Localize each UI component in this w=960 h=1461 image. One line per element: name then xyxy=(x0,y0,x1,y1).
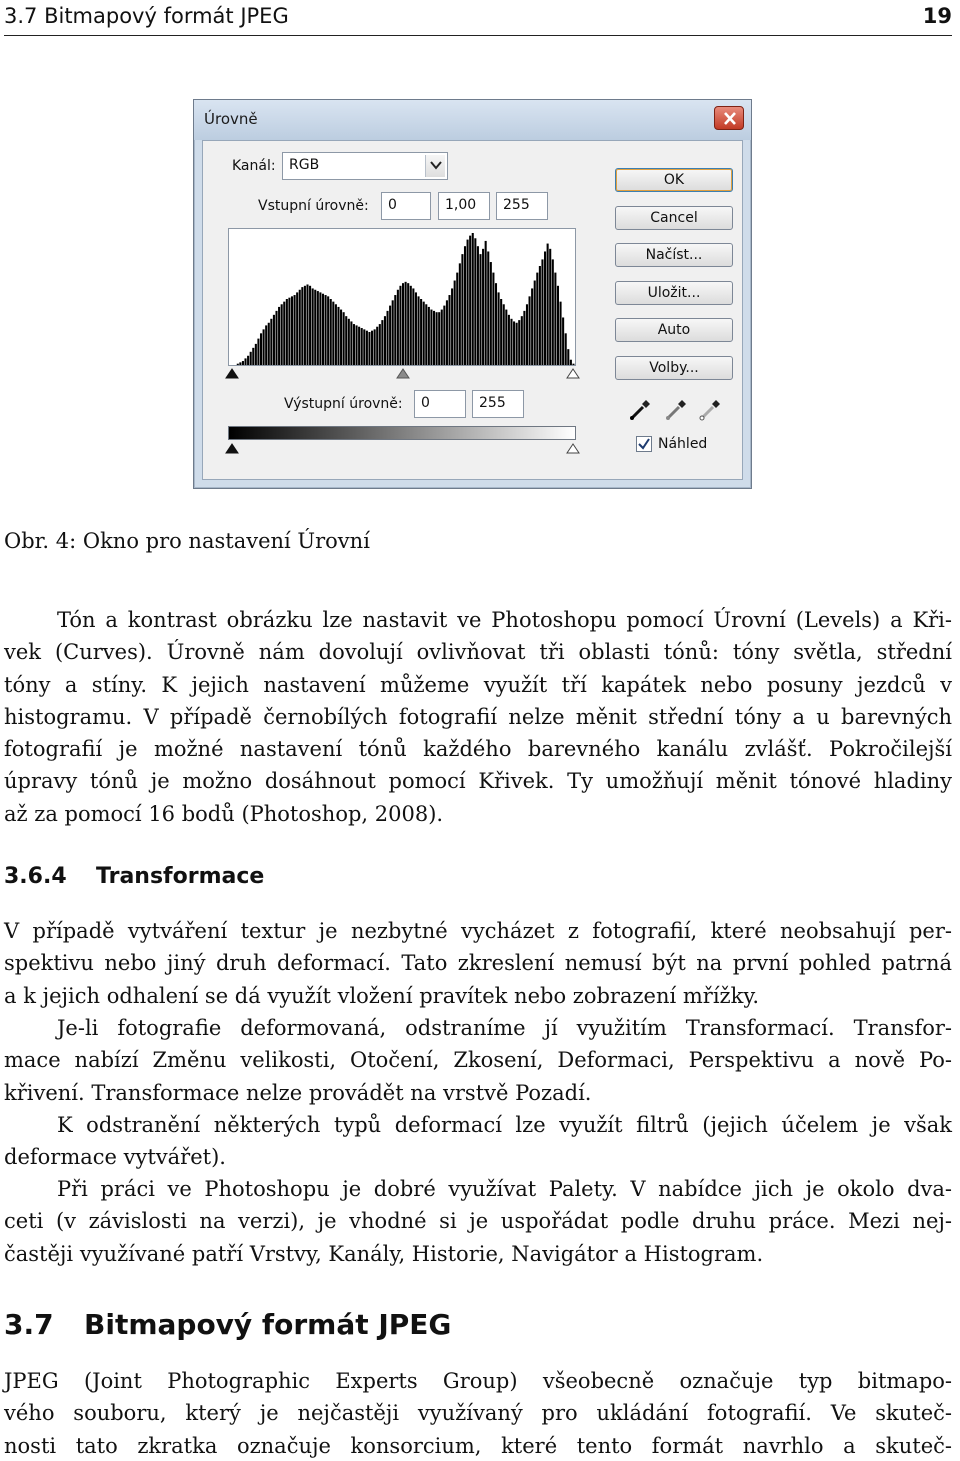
histogram-bar xyxy=(348,319,350,365)
histogram-bar xyxy=(250,352,252,365)
text-line: úpravy tónů je možno dosáhnout pomocí Křivek. Ty umožňují měnit tónové hladiny xyxy=(4,769,952,794)
histogram-bar xyxy=(270,319,272,365)
histogram-bar xyxy=(327,296,329,365)
input-gamma-field[interactable]: 1,00 xyxy=(438,192,490,220)
cancel-button[interactable]: Cancel xyxy=(615,206,733,230)
output-black-field[interactable]: 0 xyxy=(414,390,466,418)
histogram-bar xyxy=(304,286,306,365)
histogram-bar xyxy=(399,286,401,365)
subsection-title: Transformace xyxy=(96,864,265,889)
histogram-bar xyxy=(337,307,339,365)
histogram-bar xyxy=(541,259,543,365)
input-slider-track[interactable] xyxy=(224,366,582,380)
text-line: JPEG (Joint Photographic Experts Group) všeobecně označuje typ bitmapo- xyxy=(4,1369,952,1393)
text-line: spektivu nebo jiný druh deformací. Tato zkreslení nemusí být na první pohled patrná xyxy=(4,951,952,976)
histogram-bar xyxy=(572,364,574,365)
histogram-bar xyxy=(456,273,458,365)
histogram-bar xyxy=(510,319,512,365)
histogram-bar xyxy=(263,329,265,365)
histogram-bar xyxy=(376,327,378,365)
output-levels-label: Výstupní úrovně: xyxy=(284,396,403,412)
histogram-bar xyxy=(516,323,518,365)
section-heading xyxy=(4,1308,451,1341)
subsection-heading xyxy=(4,864,264,889)
eyedropper-white-icon[interactable] xyxy=(698,396,724,422)
input-black-field[interactable]: 0 xyxy=(381,192,431,220)
channel-value: RGB xyxy=(289,157,320,173)
text-line: Je-li fotografie deformovaná, odstraníme jí využitím Transformací. Transfor- xyxy=(57,1016,952,1040)
histogram-bar xyxy=(361,328,363,365)
paragraph-transform-4 xyxy=(4,1173,952,1270)
histogram-bar xyxy=(356,325,358,365)
channel-select[interactable] xyxy=(282,152,448,180)
histogram-bar xyxy=(428,307,430,365)
histogram-bar xyxy=(296,292,298,365)
histogram-bar xyxy=(430,310,432,365)
text-line: častěji využívané patří Vrstvy, Kanály, Historie, Navigátor a Histogram. xyxy=(4,1241,764,1266)
chevron-down-icon xyxy=(430,161,442,170)
input-levels-label: Vstupní úrovně: xyxy=(258,198,369,214)
histogram-bar xyxy=(319,292,321,365)
check-icon xyxy=(637,437,651,451)
histogram-bar xyxy=(242,361,244,365)
histogram-bar xyxy=(560,302,562,365)
histogram-bar xyxy=(239,362,241,365)
histogram-bar xyxy=(273,315,275,365)
input-white-field[interactable]: 255 xyxy=(496,192,548,220)
histogram-bar xyxy=(415,292,417,365)
histogram-bar xyxy=(265,325,267,365)
paragraph-jpeg xyxy=(4,1365,952,1461)
histogram-bar xyxy=(482,249,484,365)
text-line: nosti tato zkratka označuje konsorcium, které tento formát navrhlo a skuteč- xyxy=(4,1433,952,1458)
text-line: deformace vytvářet). xyxy=(4,1145,226,1170)
histogram-bar xyxy=(278,307,280,365)
histogram-bar xyxy=(539,266,541,365)
histogram-bar xyxy=(275,311,277,365)
histogram-bar xyxy=(443,306,445,365)
text-line: K odstranění některých typů deformací lze využít filtrů (jejich účelem je však xyxy=(57,1113,952,1137)
dialog-titlebar xyxy=(194,100,751,140)
section-title: Bitmapový formát JPEG xyxy=(84,1308,452,1341)
dialog-title: Úrovně xyxy=(204,110,258,128)
histogram-bar xyxy=(420,299,422,365)
histogram-bar xyxy=(567,349,569,365)
channel-label: Kanál: xyxy=(232,158,276,174)
histogram-bar xyxy=(353,324,355,365)
input-gamma-slider xyxy=(397,369,409,378)
histogram-bar xyxy=(448,295,450,365)
histogram-bar xyxy=(570,360,572,365)
histogram-bar xyxy=(350,321,352,365)
histogram-bar xyxy=(459,263,461,365)
histogram-bar xyxy=(392,300,394,365)
output-slider-track[interactable] xyxy=(224,441,582,455)
histogram-bar xyxy=(467,240,469,365)
eyedropper-gray-icon[interactable] xyxy=(664,396,690,422)
output-black-slider xyxy=(226,444,238,453)
load-button[interactable]: Načíst... xyxy=(615,243,733,267)
histogram-bar xyxy=(335,304,337,365)
histogram-bar xyxy=(454,281,456,365)
options-button[interactable]: Volby... xyxy=(615,356,733,380)
auto-button[interactable]: Auto xyxy=(615,318,733,342)
histogram-bar xyxy=(402,283,404,365)
histogram-bar xyxy=(526,304,528,365)
paragraph-transform-3 xyxy=(4,1109,952,1174)
close-icon xyxy=(723,112,737,125)
histogram-bar xyxy=(490,262,492,365)
histogram-bar xyxy=(417,296,419,365)
histogram-bar xyxy=(371,331,373,365)
histogram-bar xyxy=(288,298,290,365)
histogram-bar xyxy=(495,283,497,365)
histogram-bar xyxy=(268,323,270,365)
output-white-slider xyxy=(567,444,579,453)
histogram-bar xyxy=(306,284,308,365)
histogram-bar xyxy=(247,356,249,365)
histogram-bar xyxy=(405,282,407,365)
histogram-bar xyxy=(309,286,311,365)
text-line: Při práci ve Photoshopu je dobré využívat Palety. V nabídce jich je okolo dva- xyxy=(57,1177,952,1201)
histogram-bar xyxy=(549,249,551,365)
text-line: fotografií je možné nastavení tónů každého barevného kanálu zvlášť. Pokročilejší xyxy=(4,737,952,762)
histogram-bar xyxy=(384,316,386,365)
histogram-bar xyxy=(366,331,368,365)
histogram-bar xyxy=(283,302,285,365)
eyedropper-black-icon[interactable] xyxy=(628,396,654,422)
preview-label: Náhled xyxy=(658,436,708,452)
histogram-bar xyxy=(487,251,489,365)
histogram-bar xyxy=(518,320,520,365)
histogram-bar xyxy=(438,312,440,365)
histogram-bar xyxy=(374,329,376,365)
histogram-bar xyxy=(291,296,293,365)
input-white-slider xyxy=(567,369,579,378)
histogram-bar xyxy=(433,311,435,365)
histogram-bar xyxy=(322,294,324,365)
histogram-bar xyxy=(469,236,471,365)
histogram xyxy=(228,228,576,366)
histogram-bar xyxy=(534,281,536,365)
output-white-field[interactable]: 255 xyxy=(472,390,524,418)
text-line: mace nabízí Změnu velikosti, Otočení, Zkosení, Deformaci, Perspektivu a nově Po- xyxy=(4,1048,952,1073)
running-header-title: 3.7 Bitmapový formát JPEG xyxy=(4,4,289,28)
select-arrow[interactable] xyxy=(425,155,445,177)
histogram-bar xyxy=(410,286,412,365)
histogram-bar xyxy=(464,246,466,365)
histogram-bar xyxy=(299,290,301,365)
histogram-bar xyxy=(425,304,427,365)
histogram-plot xyxy=(229,229,575,365)
histogram-bar xyxy=(508,315,510,365)
histogram-bar xyxy=(255,344,257,365)
histogram-bar xyxy=(379,324,381,365)
histogram-bar xyxy=(423,302,425,365)
text-line: vek (Curves). Úrovně nám dovolují ovlivňovat tři oblasti tónů: tóny světla, střední xyxy=(4,640,952,665)
histogram-bar xyxy=(441,310,443,365)
text-line: histogramu. V případě černobílých fotografií nelze měnit střední tóny a u barevných xyxy=(4,704,952,729)
histogram-bar xyxy=(358,327,360,365)
histogram-bar xyxy=(237,364,239,365)
histogram-bar xyxy=(529,296,531,365)
histogram-bar xyxy=(446,300,448,365)
text-line: a k jejich odhalení se dá využít vložení pravítek nebo zobrazení mřížky. xyxy=(4,983,760,1008)
histogram-bar xyxy=(389,306,391,365)
histogram-bar xyxy=(521,316,523,365)
text-line: vého souboru, který je nejčastěji využívaný pro ukládání fotografií. Ve skuteč- xyxy=(4,1401,952,1426)
histogram-bar xyxy=(503,304,505,365)
histogram-bar xyxy=(301,287,303,365)
histogram-bar xyxy=(407,283,409,365)
histogram-bar xyxy=(552,259,554,365)
histogram-bar xyxy=(477,246,479,365)
histogram-bar xyxy=(513,321,515,365)
histogram-bar xyxy=(332,302,334,365)
histogram-bar xyxy=(244,358,246,365)
output-gradient-bar xyxy=(228,426,576,440)
histogram-bar xyxy=(281,304,283,365)
section-number: 3.7 xyxy=(4,1308,54,1341)
histogram-bar xyxy=(492,273,494,365)
histogram-bar xyxy=(451,288,453,365)
close-button[interactable] xyxy=(714,106,744,130)
histogram-bar xyxy=(544,251,546,365)
text-line: tóny a stíny. K jejich nastavení můžeme využít tří kapátek nebo posuny jezdců v xyxy=(4,672,952,697)
histogram-bar xyxy=(397,290,399,365)
histogram-bar xyxy=(547,244,549,365)
histogram-bar xyxy=(343,312,345,365)
histogram-bar xyxy=(257,339,259,365)
histogram-bar xyxy=(474,238,476,365)
histogram-bar xyxy=(565,333,567,365)
histogram-bar xyxy=(260,333,262,365)
histogram-bar xyxy=(363,329,365,365)
histogram-bar xyxy=(505,310,507,365)
histogram-bar xyxy=(314,290,316,365)
histogram-bar xyxy=(523,311,525,365)
histogram-bar xyxy=(252,348,254,365)
input-black-slider xyxy=(226,369,238,378)
histogram-bar xyxy=(479,254,481,365)
histogram-bar xyxy=(340,310,342,365)
figure-caption: Obr. 4: Okno pro nastavení Úrovní xyxy=(4,529,370,553)
histogram-bar xyxy=(557,286,559,365)
preview-checkbox[interactable] xyxy=(636,436,652,452)
save-button[interactable]: Uložit... xyxy=(615,281,733,305)
paragraph-tones xyxy=(4,604,952,830)
histogram-bar xyxy=(412,288,414,365)
histogram-bar xyxy=(498,292,500,365)
histogram-bar xyxy=(500,299,502,365)
histogram-bar xyxy=(294,295,296,365)
histogram-bar xyxy=(531,288,533,365)
histogram-bar xyxy=(485,241,487,365)
histogram-bar xyxy=(312,288,314,365)
histogram-bar xyxy=(330,299,332,365)
text-line: V případě vytváření textur je nezbytné vycházet z fotografií, které neobsahují per- xyxy=(4,919,952,943)
ok-button[interactable]: OK xyxy=(615,168,733,192)
histogram-bar xyxy=(325,295,327,365)
running-header xyxy=(4,2,952,36)
histogram-bar xyxy=(472,233,474,365)
text-line: až za pomocí 16 bodů (Photoshop, 2008). xyxy=(4,801,444,826)
text-line: Tón a kontrast obrázku lze nastavit ve Photoshopu pomocí Úrovní (Levels) a Kři- xyxy=(57,608,952,632)
text-line: křivení. Transformace nelze provádět na vrstvě Pozadí. xyxy=(4,1080,592,1105)
histogram-bar xyxy=(536,273,538,365)
paragraph-transform-2 xyxy=(4,1012,952,1109)
histogram-bar xyxy=(461,254,463,365)
page-number: 19 xyxy=(922,4,952,28)
histogram-bar xyxy=(345,316,347,365)
histogram-bar xyxy=(394,295,396,365)
subsection-number: 3.6.4 xyxy=(4,864,67,889)
histogram-bar xyxy=(368,332,370,365)
histogram-bar xyxy=(317,291,319,365)
histogram-bar xyxy=(554,273,556,365)
histogram-bar xyxy=(381,320,383,365)
text-line: ceti (v závislosti na verzi), je vhodné si je uspořádat podle druhu práce. Mezi nej- xyxy=(4,1209,952,1234)
histogram-bar xyxy=(387,311,389,365)
histogram-bar xyxy=(436,312,438,365)
paragraph-transform-1 xyxy=(4,915,952,1012)
histogram-bar xyxy=(562,317,564,365)
histogram-bar xyxy=(286,299,288,365)
